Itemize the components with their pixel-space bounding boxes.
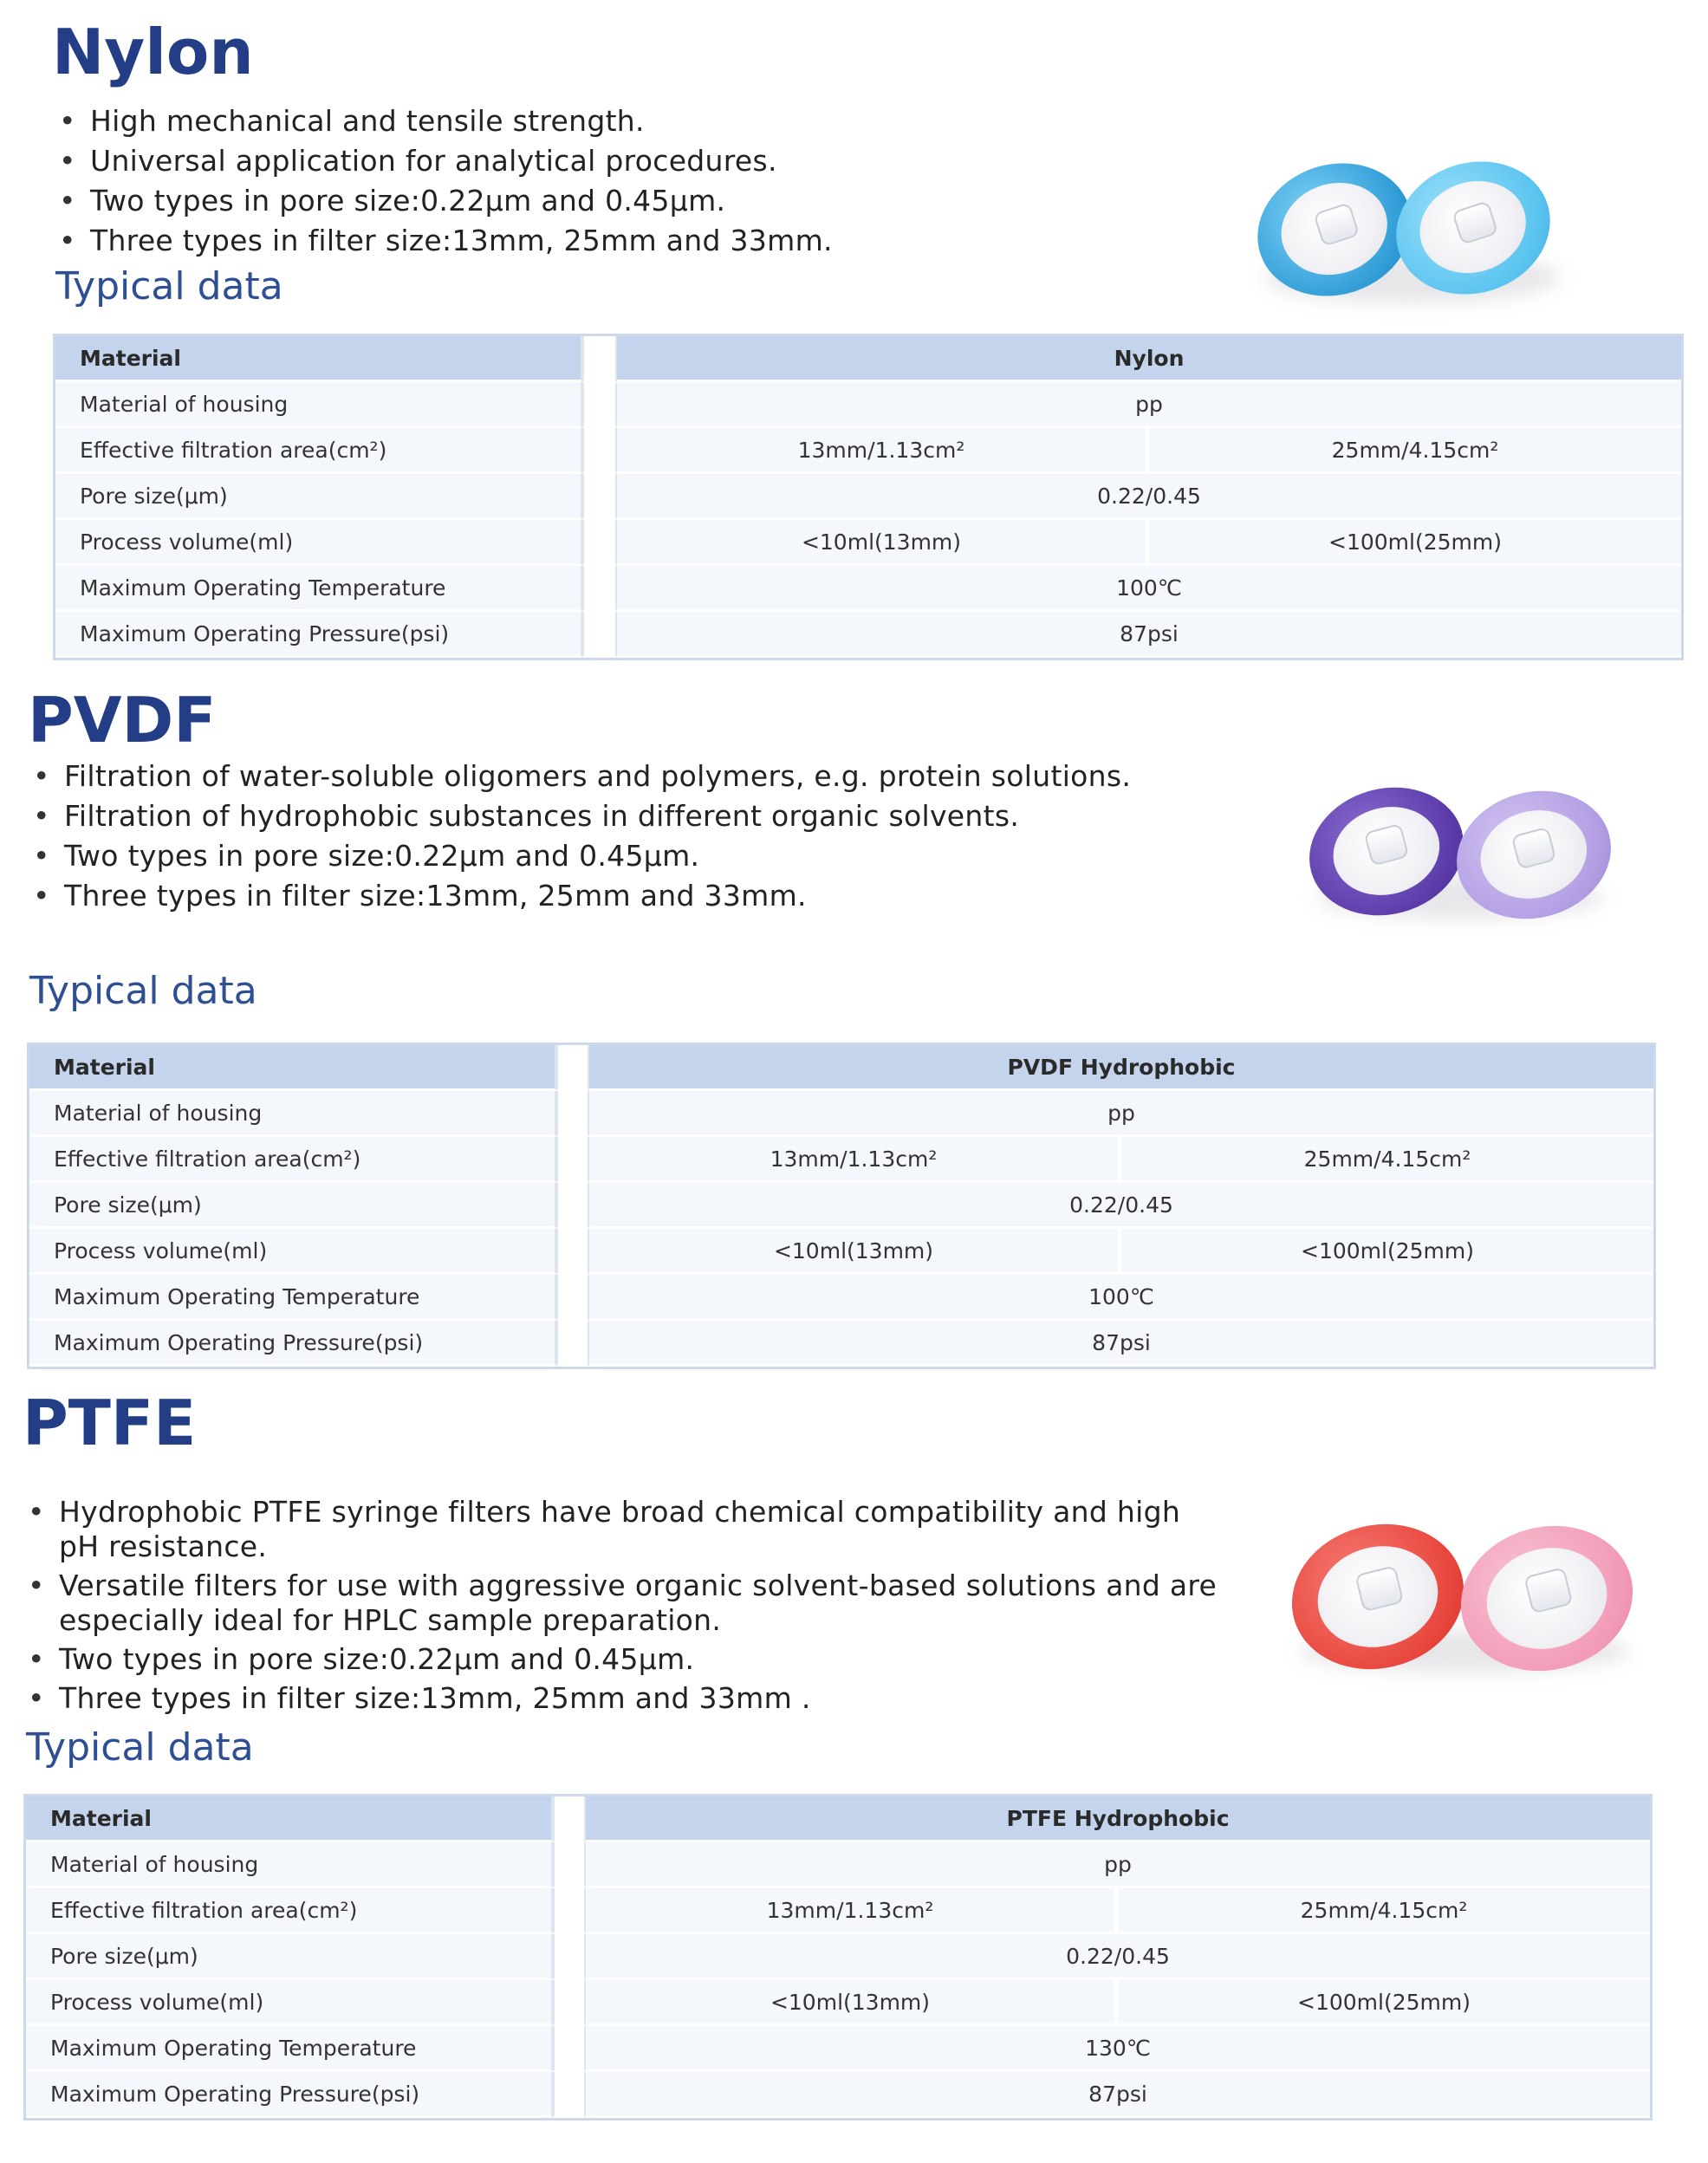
list-item: • Three types in filter size:13mm, 25mm and 33mm. <box>28 876 1258 916</box>
table-row <box>55 474 1681 520</box>
material-value: Nylon <box>617 336 1681 382</box>
list-item: • Three types in filter size:13mm, 25mm and 33mm. <box>54 221 1180 261</box>
row-value: 0.22/0.45 <box>586 1934 1650 1980</box>
row-label: Material of housing <box>55 382 582 428</box>
row-label: Pore size(μm) <box>29 1183 556 1229</box>
row-value: 130℃ <box>586 2026 1650 2072</box>
row-label: Process volume(ml) <box>55 520 582 566</box>
row-value: 87psi <box>586 2072 1650 2118</box>
row-value: 87psi <box>589 1321 1653 1367</box>
row-value-13mm: <10ml(13mm) <box>586 1980 1118 2026</box>
pvdf-spec-table <box>29 1045 1653 1367</box>
table-row <box>26 2072 1650 2118</box>
list-item: • Two types in pore size:0.22μm and 0.45μm. <box>23 1642 1218 1677</box>
table-row <box>29 1321 1653 1367</box>
table-row <box>26 1888 1650 1934</box>
table-row <box>26 1796 1650 1842</box>
row-value: pp <box>589 1091 1653 1137</box>
row-value-13mm: 13mm/1.13cm² <box>586 1888 1118 1934</box>
table-row <box>55 428 1681 474</box>
list-item: • Filtration of hydrophobic substances in different organic solvents. <box>28 796 1258 836</box>
row-value: 0.22/0.45 <box>589 1183 1653 1229</box>
table-row <box>29 1091 1653 1137</box>
row-value: 0.22/0.45 <box>617 474 1681 520</box>
row-label: Maximum Operating Temperature <box>55 566 582 612</box>
row-label: Maximum Operating Pressure(psi) <box>26 2072 553 2118</box>
table-row <box>55 566 1681 612</box>
row-value: 100℃ <box>589 1275 1653 1321</box>
table-row <box>29 1183 1653 1229</box>
row-label: Effective filtration area(cm²) <box>29 1137 556 1183</box>
row-value-25mm: 25mm/4.15cm² <box>1149 428 1681 474</box>
material-label: Material <box>26 1796 553 1842</box>
row-value: 100℃ <box>617 566 1681 612</box>
list-item: • Filtration of water-soluble oligomers and polymers, e.g. protein solutions. <box>28 757 1258 796</box>
row-label: Process volume(ml) <box>26 1980 553 2026</box>
row-label: Maximum Operating Pressure(psi) <box>55 612 582 658</box>
pvdf-typical-data-heading: Typical data <box>29 969 257 1013</box>
pvdf-title: PVDF <box>28 684 217 757</box>
nylon-feature-list <box>54 101 1180 261</box>
list-item: • Three types in filter size:13mm, 25mm and 33mm . <box>23 1681 1218 1716</box>
list-item: • Versatile filters for use with aggressive organic solvent-based solutions and are especially ideal for HPLC sample preparation. <box>23 1569 1218 1638</box>
row-label: Material of housing <box>26 1842 553 1888</box>
list-item: • High mechanical and tensile strength. <box>54 101 1180 141</box>
ptfe-typical-data-heading: Typical data <box>26 1725 254 1770</box>
material-value: PTFE Hydrophobic <box>586 1796 1650 1842</box>
material-value: PVDF Hydrophobic <box>589 1045 1653 1091</box>
table-row <box>26 1842 1650 1888</box>
row-label: Pore size(μm) <box>55 474 582 520</box>
table-row <box>29 1137 1653 1183</box>
row-value-25mm: 25mm/4.15cm² <box>1118 1888 1650 1934</box>
table-row <box>55 382 1681 428</box>
table-row <box>55 520 1681 566</box>
ptfe-feature-list <box>23 1495 1218 1720</box>
row-value-13mm: 13mm/1.13cm² <box>617 428 1149 474</box>
list-item: • Hydrophobic PTFE syringe filters have broad chemical compatibility and high pH resistance. <box>23 1495 1218 1564</box>
list-item: • Universal application for analytical procedures. <box>54 141 1180 181</box>
row-value: pp <box>617 382 1681 428</box>
material-label: Material <box>29 1045 556 1091</box>
nylon-typical-data-heading: Typical data <box>55 264 283 309</box>
pvdf-filter-image <box>1300 780 1620 927</box>
table-row <box>26 1980 1650 2026</box>
row-value-13mm: 13mm/1.13cm² <box>589 1137 1121 1183</box>
ptfe-filter-image <box>1283 1508 1646 1681</box>
row-value-13mm: <10ml(13mm) <box>589 1229 1121 1275</box>
table-row <box>55 612 1681 658</box>
material-label: Material <box>55 336 582 382</box>
row-value-25mm: <100ml(25mm) <box>1149 520 1681 566</box>
row-value: 87psi <box>617 612 1681 658</box>
nylon-title: Nylon <box>52 16 254 88</box>
row-label: Maximum Operating Temperature <box>26 2026 553 2072</box>
table-row <box>26 1934 1650 1980</box>
table-row <box>29 1045 1653 1091</box>
row-label: Maximum Operating Temperature <box>29 1275 556 1321</box>
list-item: • Two types in pore size:0.22μm and 0.45μm. <box>54 181 1180 221</box>
row-value: pp <box>586 1842 1650 1888</box>
row-value-25mm: 25mm/4.15cm² <box>1121 1137 1653 1183</box>
row-label: Maximum Operating Pressure(psi) <box>29 1321 556 1367</box>
pvdf-feature-list <box>28 757 1258 916</box>
table-row <box>29 1275 1653 1321</box>
table-row <box>29 1229 1653 1275</box>
nylon-filter-image <box>1248 147 1577 312</box>
row-value-25mm: <100ml(25mm) <box>1118 1980 1650 2026</box>
row-value-25mm: <100ml(25mm) <box>1121 1229 1653 1275</box>
list-item: • Two types in pore size:0.22μm and 0.45μm. <box>28 836 1258 876</box>
row-label: Process volume(ml) <box>29 1229 556 1275</box>
nylon-spec-table <box>55 336 1681 658</box>
row-label: Pore size(μm) <box>26 1934 553 1980</box>
ptfe-spec-table <box>26 1796 1650 2118</box>
row-value-13mm: <10ml(13mm) <box>617 520 1149 566</box>
row-label: Effective filtration area(cm²) <box>55 428 582 474</box>
ptfe-title: PTFE <box>23 1387 197 1459</box>
row-label: Material of housing <box>29 1091 556 1137</box>
row-label: Effective filtration area(cm²) <box>26 1888 553 1934</box>
table-row <box>55 336 1681 382</box>
table-row <box>26 2026 1650 2072</box>
